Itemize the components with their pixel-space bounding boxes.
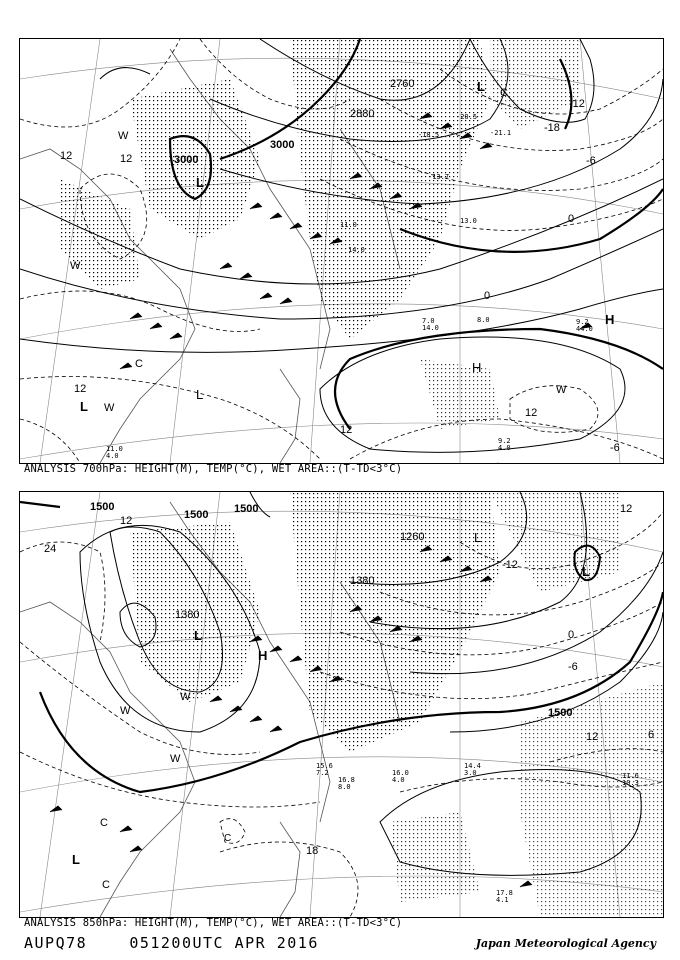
height-label: 1500: [184, 509, 209, 521]
temperature-label: 12: [340, 424, 353, 436]
temperature-label: 18: [306, 845, 319, 857]
high-center: H: [258, 648, 268, 663]
temperature-label: 12: [120, 153, 133, 165]
station-value: 4.0: [392, 776, 405, 784]
station-value: 3.0: [464, 769, 477, 777]
height-label: 2880: [350, 108, 375, 120]
temperature-label: 0: [484, 290, 491, 302]
station-value: 14.4: [464, 762, 481, 770]
station-value: 9.2: [576, 318, 589, 326]
warm-center: W: [118, 130, 129, 142]
wet-areas: [130, 492, 663, 917]
temperature-label: -18: [544, 122, 560, 134]
warm-center: W: [104, 402, 115, 414]
low-center: L: [474, 530, 482, 545]
station-value: -20.5: [456, 113, 478, 121]
high-center: H: [472, 360, 482, 375]
warm-center: W: [556, 384, 567, 396]
height-label: 1380: [175, 609, 200, 621]
bulletin-code: AUPQ78: [24, 934, 88, 952]
station-value: 4.0: [498, 444, 511, 452]
station-value: 11.0: [340, 221, 357, 229]
high-center: H: [605, 312, 615, 327]
map-700hpa: [20, 39, 663, 463]
height-label: 1500: [234, 503, 259, 515]
station-value: 16.0: [392, 769, 409, 777]
temperature-label: 0: [568, 629, 575, 641]
height-label: 1500: [90, 501, 115, 513]
station-value: 14.0: [422, 324, 439, 332]
bulletin-header: [24, 934, 319, 952]
height-label: 1380: [350, 575, 375, 587]
height-label: 1260: [400, 531, 425, 543]
height-label: 3000: [270, 139, 295, 151]
cold-center: C: [102, 879, 110, 891]
station-value: 16.8: [338, 776, 355, 784]
station-value: 10.3: [622, 779, 639, 787]
map-850hpa: [20, 492, 663, 917]
agency-name: Japan Meteorological Agency: [475, 937, 656, 950]
low-center: L: [196, 387, 204, 402]
station-value: 4.1: [496, 896, 509, 904]
cold-center: C: [135, 358, 143, 370]
station-value: 11.0: [106, 445, 123, 453]
station-value: 9.2: [498, 437, 511, 445]
temperature-label: 6: [648, 729, 655, 741]
station-value: 8.0: [477, 316, 490, 324]
station-value: 44.0: [576, 325, 593, 333]
temperature-label: 0: [568, 213, 575, 225]
low-center: L: [72, 852, 80, 867]
warm-center: W: [70, 260, 81, 272]
station-value: 14.0: [348, 246, 365, 254]
station-value: -13.7: [428, 173, 450, 181]
caption-700hpa: ANALYSIS 700hPa: HEIGHT(M), TEMP(°C), WET AREA::(T-TD<3°C): [24, 463, 403, 475]
cold-center: C: [224, 833, 232, 844]
station-value: 7.2: [316, 769, 329, 777]
caption-850hpa: ANALYSIS 850hPa: HEIGHT(M), TEMP(°C), WET AREA::(T-TD<3°C): [24, 917, 403, 929]
temperature-label: 12: [586, 731, 599, 743]
temperature-label: 24: [44, 543, 57, 555]
station-value: 15.6: [316, 762, 333, 770]
low-center: L: [582, 564, 590, 579]
station-value: -21.1: [490, 129, 512, 137]
low-center: L: [196, 175, 204, 190]
station-value: 4.0: [106, 452, 119, 460]
warm-center: W: [180, 691, 191, 703]
cold-center: C: [500, 87, 508, 99]
map-panel-700hpa: [19, 38, 664, 464]
temperature-label: -6: [586, 155, 596, 167]
map-panel-850hpa: [19, 491, 664, 918]
temperature-label: 12: [525, 407, 538, 419]
low-center: L: [477, 79, 485, 94]
low-center: L: [80, 399, 88, 414]
height-label: 2760: [390, 78, 415, 90]
temperature-label: 12: [74, 383, 87, 395]
station-value: 8.0: [338, 783, 351, 791]
temperature-label: -12: [569, 98, 585, 110]
low-center: L: [194, 628, 202, 643]
temperature-label: 12: [620, 503, 633, 515]
height-label: 1500: [548, 707, 573, 719]
temperature-label: 12: [120, 515, 133, 527]
station-value: 7.0: [422, 317, 435, 325]
bulletin-datetime: 051200UTC APR 2016: [129, 934, 319, 952]
station-value: 11.6: [622, 772, 639, 780]
station-value: -18.5: [418, 131, 440, 139]
temperature-label: -6: [568, 661, 578, 673]
warm-center: W: [120, 705, 131, 717]
height-label: 3000: [174, 154, 199, 166]
station-value: 13.0: [460, 217, 477, 225]
station-value: 17.8: [496, 889, 513, 897]
temperature-label: 12: [60, 150, 73, 162]
temperature-label: -6: [610, 442, 620, 454]
warm-center: W: [170, 753, 181, 765]
cold-center: C: [100, 817, 108, 829]
temperature-label: -12: [502, 559, 518, 571]
